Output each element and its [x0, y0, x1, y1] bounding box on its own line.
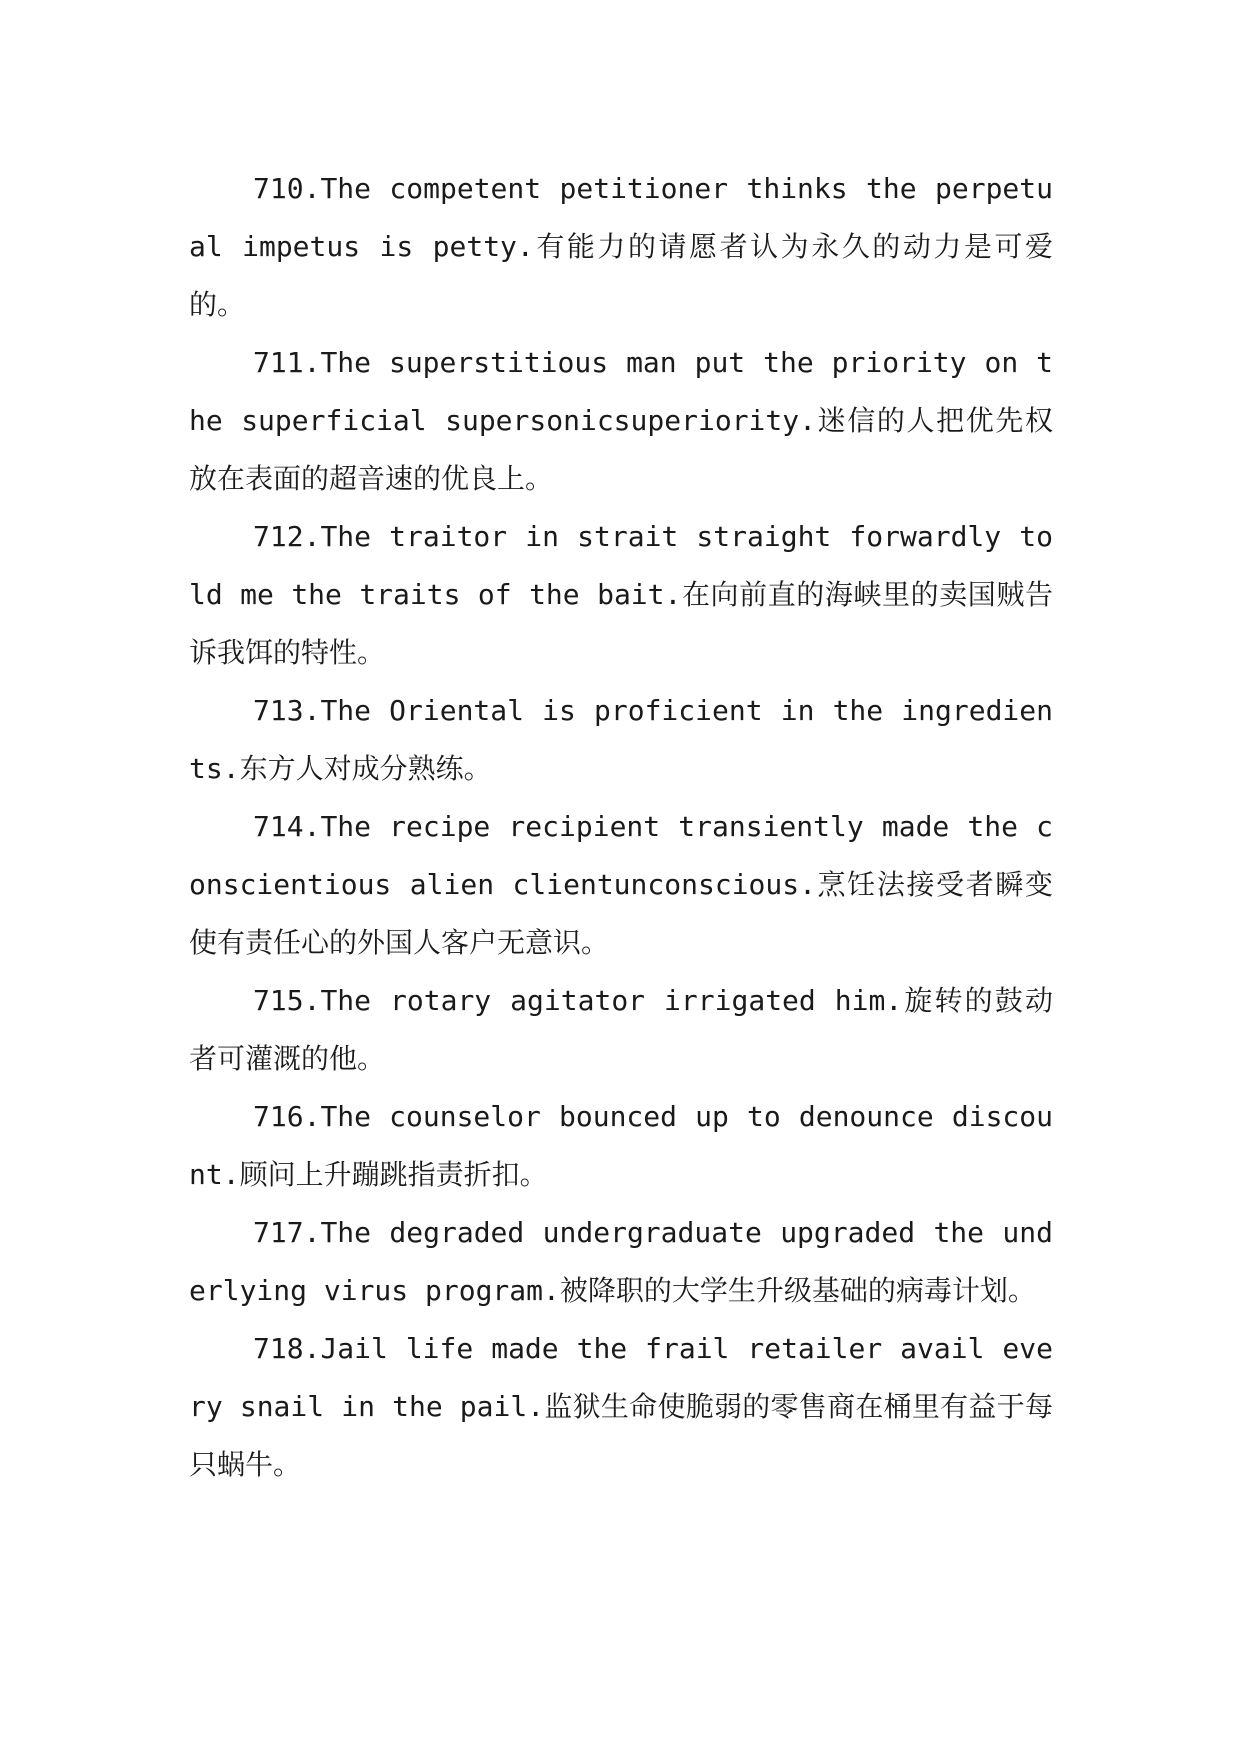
entry-chinese: 顾问上升蹦跳指责折扣。	[239, 1158, 548, 1191]
entry-711	[189, 334, 1053, 508]
entry-chinese: 烹饪法接受者瞬变使有责任心的外国人客户无意识。	[189, 868, 1053, 959]
entry-710	[189, 160, 1053, 334]
entry-714	[189, 798, 1053, 972]
entry-number: 710.	[253, 172, 321, 205]
entry-712	[189, 508, 1053, 682]
entry-717	[189, 1204, 1053, 1320]
entry-number: 711.	[253, 346, 321, 379]
entry-713	[189, 682, 1053, 798]
entry-chinese: 有能力的请愿者认为永久的动力是可爱的。	[189, 230, 1053, 321]
entry-chinese: 被降职的大学生升级基础的病毒计划。	[559, 1274, 1036, 1307]
entry-number: 715.	[253, 984, 321, 1017]
entry-english: The counselor bounced up to denounce discount.	[189, 1100, 1053, 1191]
entry-715	[189, 972, 1053, 1088]
entry-chinese: 监狱生命使脆弱的零售商在桶里有益于每只蜗牛。	[189, 1390, 1053, 1481]
entry-english: The rotary agitator irrigated him.	[320, 984, 903, 1017]
entry-english: The Oriental is proficient in the ingredients.	[189, 694, 1053, 785]
entry-number: 714.	[253, 810, 321, 843]
entry-716	[189, 1088, 1053, 1204]
entry-number: 712.	[253, 520, 321, 553]
entry-number: 713.	[253, 694, 321, 727]
entry-718	[189, 1320, 1053, 1494]
entry-chinese: 旋转的鼓动者可灌溉的他。	[189, 984, 1053, 1075]
entry-chinese: 东方人对成分熟练。	[239, 752, 492, 785]
entry-number: 718.	[253, 1332, 321, 1365]
entry-number: 716.	[253, 1100, 321, 1133]
entry-english: The superstitious man put the priority on the superficial supersonicsuperiority.	[189, 346, 1053, 437]
entry-english: The competent petitioner thinks the perpetual impetus is petty.	[189, 172, 1053, 263]
entry-number: 717.	[253, 1216, 321, 1249]
entry-chinese: 迷信的人把优先权放在表面的超音速的优良上。	[189, 404, 1053, 495]
entry-english: The traitor in strait straight forwardly told me the traits of the bait.	[189, 520, 1053, 611]
entry-chinese: 在向前直的海峡里的卖国贼告诉我饵的特性。	[189, 578, 1053, 669]
entry-english: The degraded undergraduate upgraded the underlying virus program.	[189, 1216, 1053, 1307]
entry-english: The recipe recipient transiently made the conscientious alien clientunconscious.	[189, 810, 1053, 901]
entry-english: Jail life made the frail retailer avail every snail in the pail.	[189, 1332, 1053, 1423]
document-page	[189, 160, 1053, 1494]
